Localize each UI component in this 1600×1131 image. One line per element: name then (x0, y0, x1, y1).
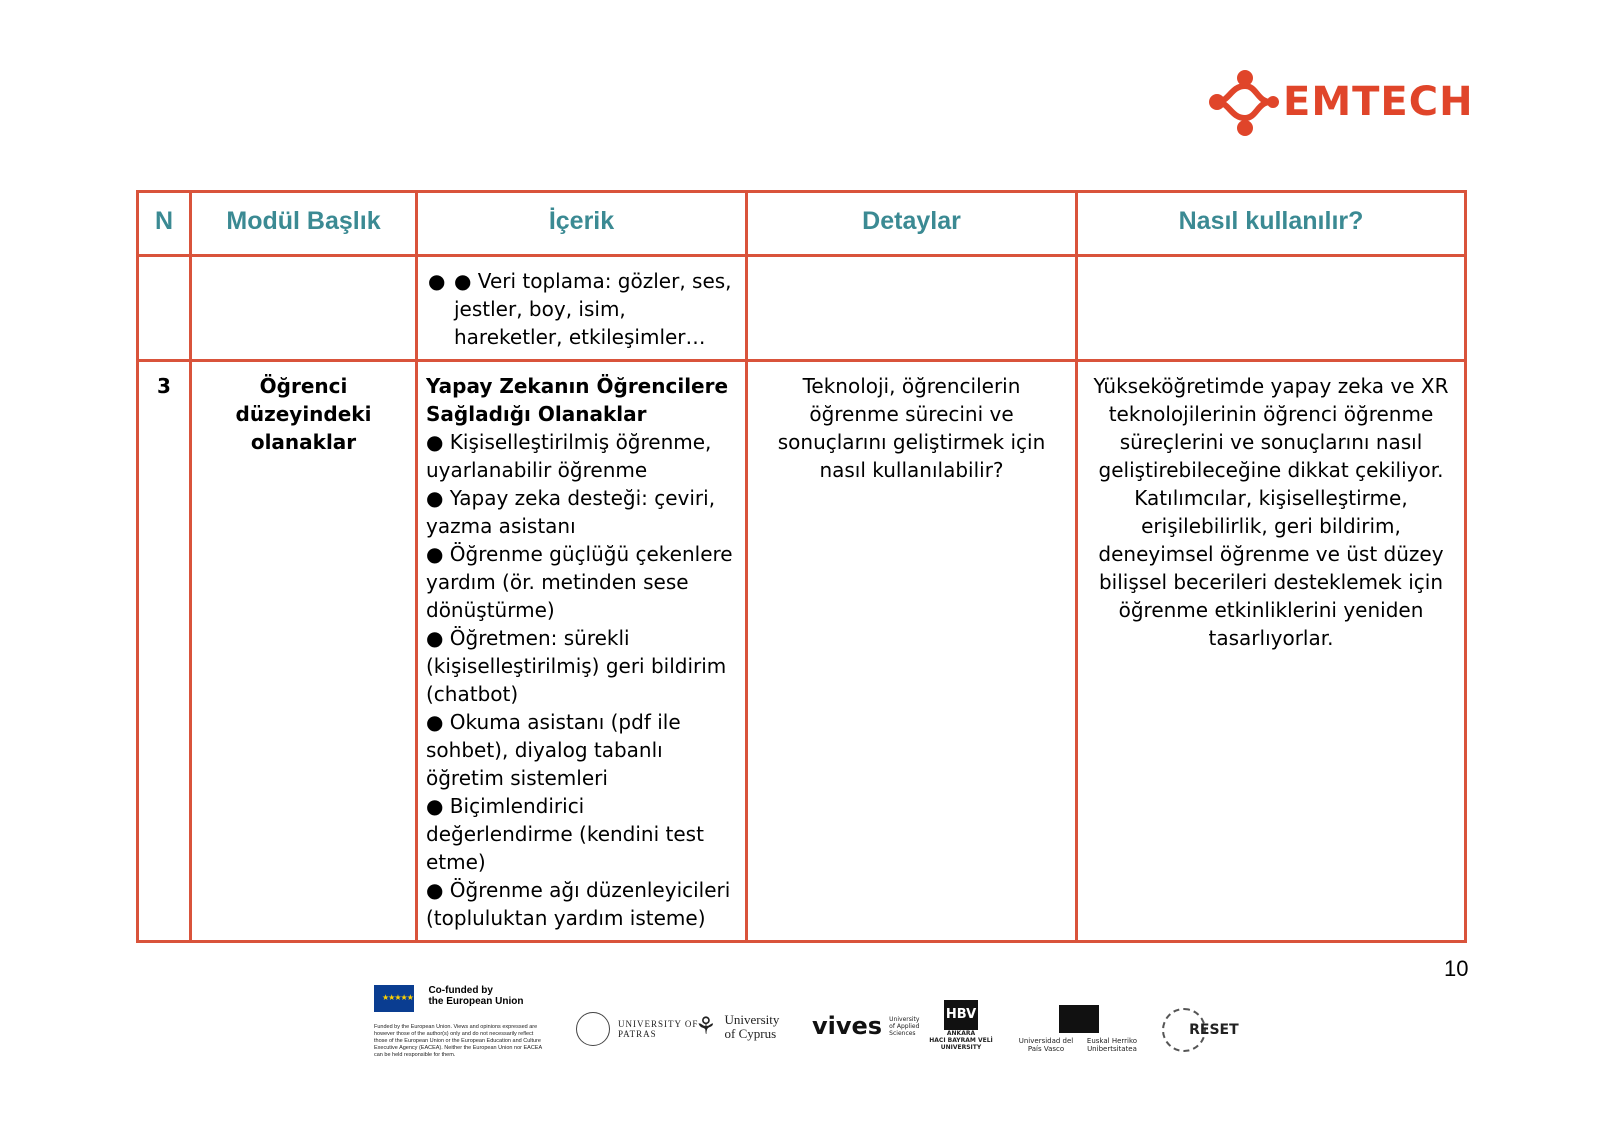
header-details: Detaylar (747, 192, 1077, 256)
eu-flag-icon: ★★★★★ (374, 985, 414, 1012)
content-list (426, 267, 737, 351)
vives-logo: vives University of Applied Sciences (812, 1012, 920, 1040)
list-item: ● Okuma asistanı (pdf ile sohbet), diyalog tabanlı öğretim sistemleri (426, 710, 681, 790)
brand-name: EMTECH (1283, 79, 1474, 125)
header-content: İçerik (417, 192, 747, 256)
header-n: N (138, 192, 191, 256)
table-header-row (138, 192, 1466, 256)
hbv-logo: HBV ANKARA HACI BAYRAM VELİ UNIVERSITY (925, 1000, 997, 1051)
molecule-icon (1205, 68, 1285, 140)
cell-usage (1077, 256, 1466, 361)
eu-title: Co-funded by the European Union (428, 985, 524, 1007)
list-item: ● Kişiselleştirilmiş öğrenme, uyarlanabilir öğrenme (426, 430, 712, 482)
list-item: ● Yapay zeka desteği: çeviri, yazma asistanı (426, 486, 716, 538)
cell-n: 3 (138, 361, 191, 942)
header-usage: Nasıl kullanılır? (1077, 192, 1466, 256)
list-item: ● Öğrenme güçlüğü çekenlere yardım (ör. metinden sese dönüştürme) (426, 542, 733, 622)
content-title: Yapay Zekanın Öğrencilere Sağladığı Olanaklar (426, 374, 729, 426)
table-row (138, 361, 1466, 942)
list-item: ● Öğretmen: sürekli (kişiselleştirilmiş) geri bildirim (chatbot) (426, 626, 727, 706)
tree-icon: ⚘ (695, 1014, 717, 1040)
eu-disclaimer: Funded by the European Union. Views and opinions expressed are however those of the author(s) only and do not necessarily reflect those of the European Union or the European Education and Culture Executive Agency (EACEA). Neither the European Union nor EACEA can be held responsible for them. (374, 1024, 542, 1058)
list-item: ● Öğrenme ağı düzenleyicileri (topluluktan yardım isteme) (426, 878, 731, 930)
header-module: Modül Başlık (191, 192, 417, 256)
seal-icon (576, 1012, 610, 1046)
module-table (136, 190, 1467, 943)
cell-content (417, 256, 747, 361)
ehu-logo: Universidad del País Vasco Euskal Herriko Unibertsitatea (1018, 1005, 1140, 1053)
page-number: 10 (1444, 956, 1469, 981)
reset-logo: RESET (1162, 1008, 1239, 1052)
emtech-logo (1205, 68, 1475, 140)
list-item: ● Biçimlendirici değerlendirme (kendini test etme) (426, 794, 704, 874)
cell-module (191, 256, 417, 361)
cell-n (138, 256, 191, 361)
ehu-mark-icon (1059, 1005, 1099, 1033)
hbv-mark: HBV (944, 1000, 978, 1030)
cyprus-logo: ⚘ University of Cyprus (695, 1011, 780, 1041)
cell-usage: Yükseköğretimde yapay zeka ve XR teknolojilerinin öğrenci öğrenme süreçlerini ve sonuçlarını nasıl geliştirebileceğine dikkat çekiliyor. Katılımcılar, kişiselleştirme, erişilebilirlik, geri bildirim, deneyimsel öğrenme ve üst düzey bilişsel becerileri desteklemek için öğrenme etkinliklerini yeniden tasarlıyorlar. (1077, 361, 1466, 942)
cell-content (417, 361, 747, 942)
eu-cofunded-logo (374, 985, 554, 1059)
cell-details (747, 256, 1077, 361)
table-row (138, 256, 1466, 361)
patras-logo: UNIVERSITY OF PATRAS (576, 1012, 698, 1046)
cell-details: Teknoloji, öğrencilerin öğrenme sürecini ve sonuçlarını geliştirmek için nasıl kullanılabilir? (747, 361, 1077, 942)
list-item: ● ● Veri toplama: gözler, ses, jestler, boy, isim, hareketler, etkileşimler… (428, 269, 732, 349)
cell-module: Öğrenci düzeyindeki olanaklar (191, 361, 417, 942)
